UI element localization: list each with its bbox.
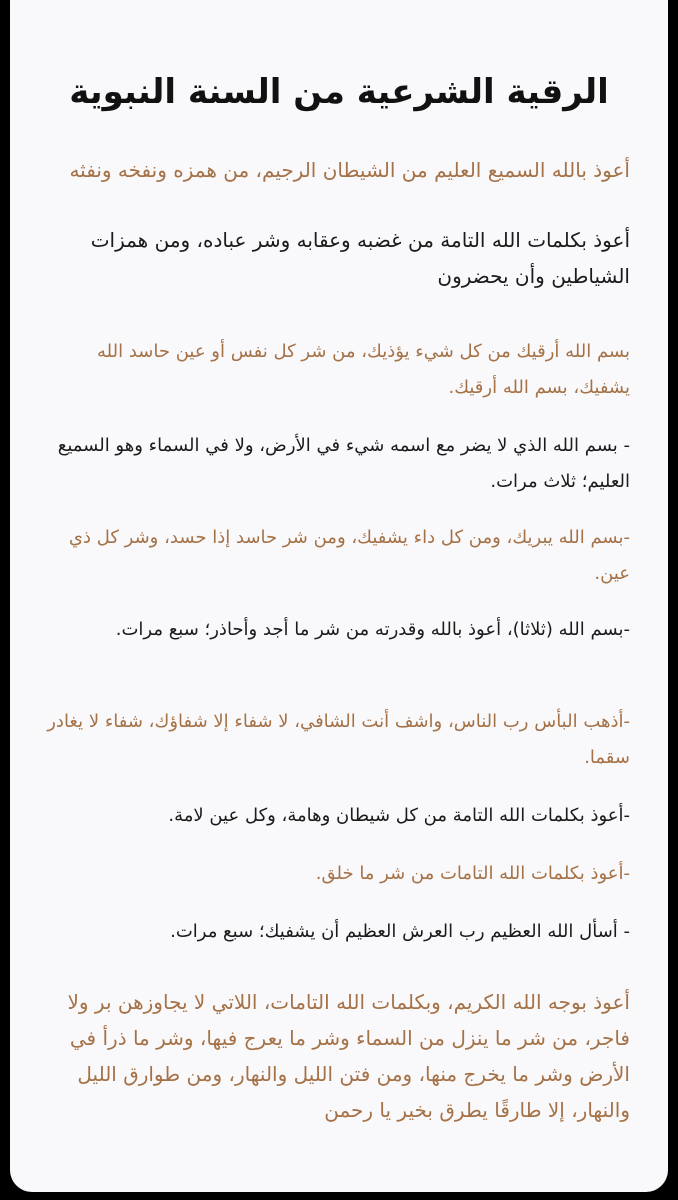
- paragraph-1: أعوذ بالله السميع العليم من الشيطان الرجيم، من همزه ونفخه ونفثه: [69, 158, 630, 182]
- paragraph-11: أعوذ بوجه الله الكريم، وبكلمات الله التامات، اللاتي لا يجاوزهن بر ولا فاجر، من شر ما ينزل من السماء وشر ما يعرج فيها، وشر ما ذرأ في الأرض وشر ما يخرج منها، ومن فتن الليل والنهار، ومن طوارق الليل والنهار، إلا طارقًا يطرق بخير يا رحمن: [67, 990, 630, 1122]
- paragraph-4: - بسم الله الذي لا يضر مع اسمه شيء في الأرض، ولا في السماء وهو السميع العليم؛ ثلاث مرات.: [57, 435, 630, 492]
- document-card: [10, 0, 668, 1192]
- paragraph-10: - أسأل الله العظيم رب العرش العظيم أن يشفيك؛ سبع مرات.: [170, 921, 630, 942]
- paragraph-9: -أعوذ بكلمات الله التامات من شر ما خلق.: [315, 863, 630, 884]
- paragraph-2: أعوذ بكلمات الله التامة من غضبه وعقابه وشر عباده، ومن همزات الشياطين وأن يحضرون: [90, 228, 630, 288]
- paragraph-5: -بسم الله يبريك، ومن كل داء يشفيك، ومن شر حاسد إذا حسد، وشر كل ذي عين.: [68, 527, 630, 584]
- paragraph-8: -أعوذ بكلمات الله التامة من كل شيطان وهامة، وكل عين لامة.: [168, 805, 630, 826]
- page-title: الرقية الشرعية من السنة النبوية: [69, 72, 609, 112]
- paragraph-6: -بسم الله (ثلاثا)، أعوذ بالله وقدرته من شر ما أجد وأحاذر؛ سبع مرات.: [115, 619, 630, 640]
- paragraph-3: بسم الله أرقيك من كل شيء يؤذيك، من شر كل نفس أو عين حاسد الله يشفيك، بسم الله أرقيك.: [97, 341, 630, 398]
- paragraph-7: -أذهب البأس رب الناس، واشف أنت الشافي، لا شفاء إلا شفاؤك، شفاء لا يغادر سقما.: [47, 711, 630, 768]
